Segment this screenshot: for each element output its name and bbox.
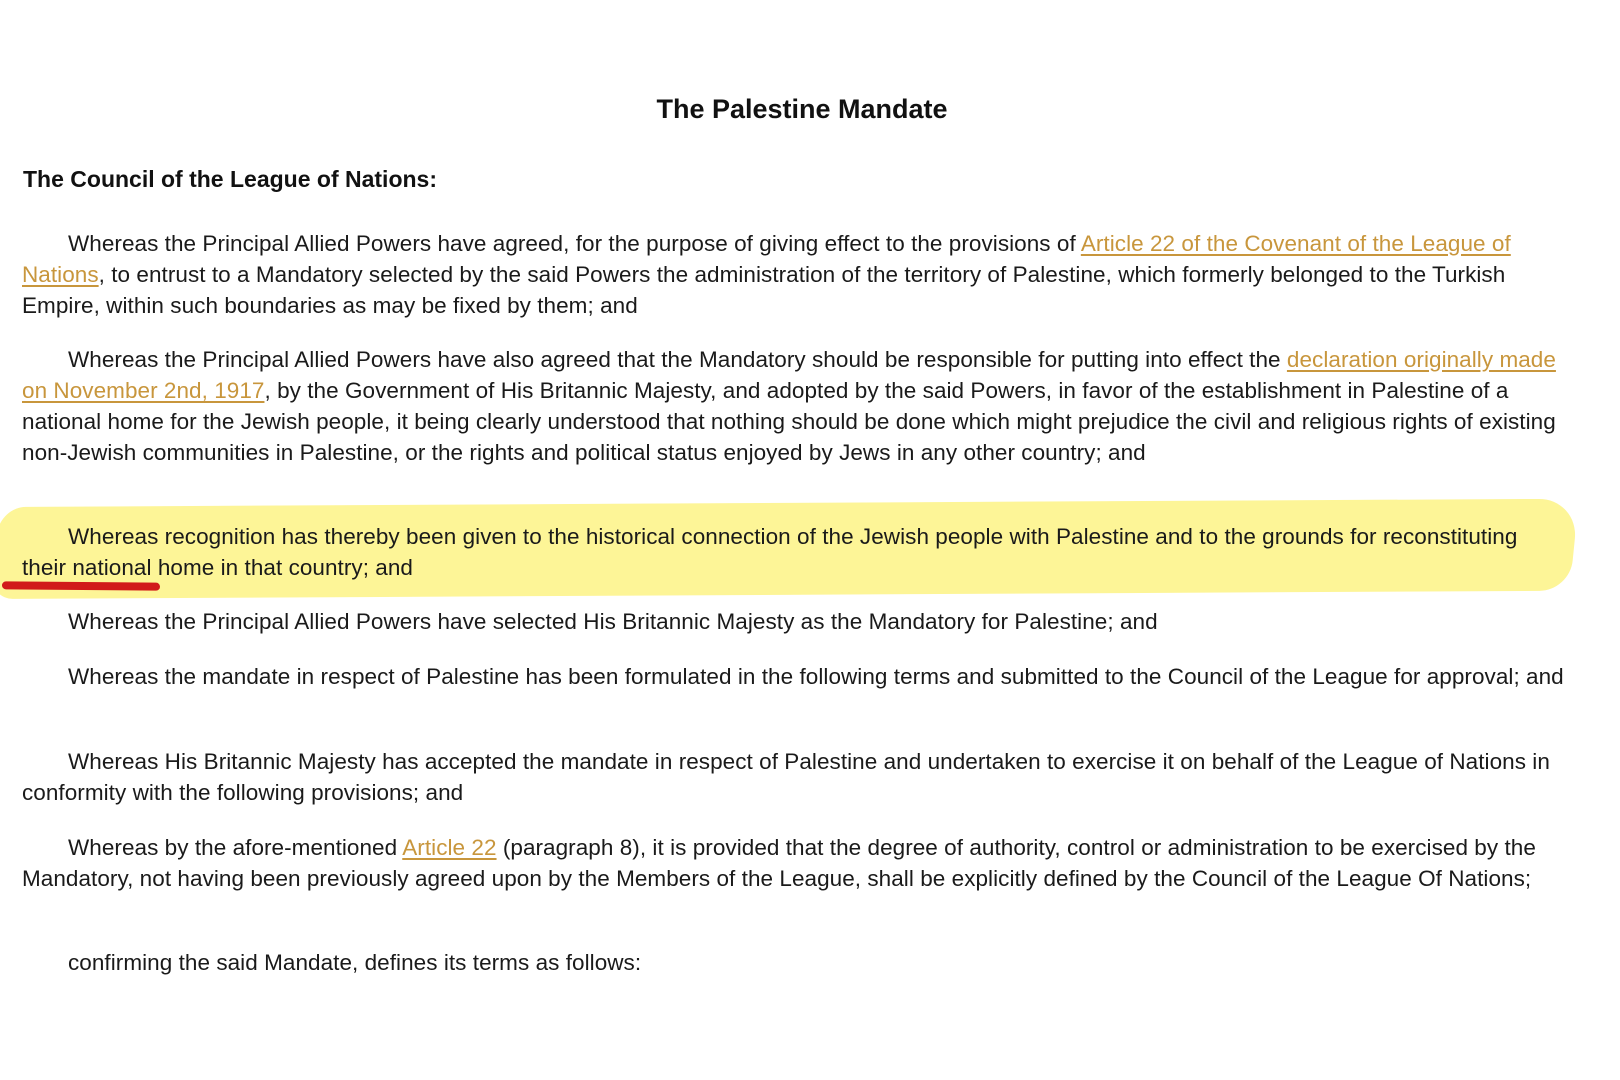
- paragraph-8: confirming the said Mandate, defines its terms as follows:: [68, 950, 642, 975]
- page-title: The Palestine Mandate: [656, 94, 948, 124]
- paragraph-1: [22, 228, 1567, 321]
- page-subtitle: The Council of the League of Nations:: [23, 166, 437, 192]
- paragraph-2-text-after: , by the Government of His Britannic Majesty, and adopted by the said Powers, in favor of the establishment in Palestine of a national home for the Jewish people, it being clearly understood that nothing should be done which might prejudice the civil and religious rights of existing non-Jewish communities in Palestine, or the rights and political status enjoyed by Jews in any other country; and: [22, 378, 1556, 465]
- paragraph-2-text-before: Whereas the Principal Allied Powers have also agreed that the Mandatory should be responsible for putting into effect the: [68, 347, 1287, 372]
- paragraph-7-text-before: Whereas by the afore-mentioned: [68, 835, 403, 860]
- balfour-declaration-link[interactable]: declaration originally made on November 2nd, 1917: [22, 347, 1556, 403]
- article-22-link[interactable]: Article 22: [402, 835, 497, 860]
- paragraph-4: Whereas the Principal Allied Powers have selected His Britannic Majesty as the Mandatory for Palestine; and: [68, 609, 1158, 634]
- paragraph-5: Whereas the mandate in respect of Palestine has been formulated in the following terms and submitted to the Council of the League for approval; and: [68, 664, 1564, 689]
- paragraph-1-text-before: Whereas the Principal Allied Powers have agreed, for the purpose of giving effect to the provisions of: [68, 231, 1081, 256]
- paragraph-1-text-after: , to entrust to a Mandatory selected by the said Powers the administration of the territory of Palestine, which formerly belonged to the Turkish Empire, within such boundaries as may be fixed by them; and: [22, 262, 1506, 318]
- paragraph-6: Whereas His Britannic Majesty has accepted the mandate in respect of Palestine and undertaken to exercise it on behalf of the League of Nations in conformity with the following provisions; and: [22, 749, 1550, 805]
- covenant-article-22-link[interactable]: Article 22 of the Covenant of the League of Nations: [22, 231, 1511, 287]
- paragraph-2: [22, 344, 1567, 468]
- paragraph-3: Whereas recognition has thereby been given to the historical connection of the Jewish people with Palestine and to the grounds for reconstituting their national home in that country; and: [22, 524, 1518, 580]
- paragraph-7-text-after: (paragraph 8), it is provided that the degree of authority, control or administration to be exercised by the Mandatory, not having been previously agreed upon by the Members of the League, shall be explicitly defined by the Council of the League Of Nations;: [22, 835, 1536, 891]
- paragraph-7: [22, 832, 1567, 894]
